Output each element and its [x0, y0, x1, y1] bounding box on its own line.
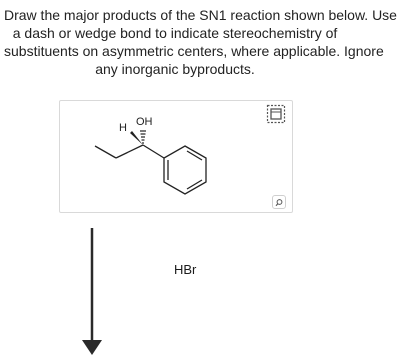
question-line: a dash or wedge bond to indicate stereochemistry of [12, 25, 338, 41]
zoom-button[interactable] [272, 195, 286, 209]
question-prompt [4, 6, 397, 78]
reagent-label: HBr [174, 262, 197, 277]
zoom-icon [273, 197, 285, 209]
expand-icon [266, 104, 286, 124]
benzene-ring [164, 146, 206, 194]
expand-button[interactable] [266, 104, 286, 124]
question-line: any inorganic byproducts. [95, 61, 255, 77]
question-line: substituents on asymmetric centers, where applicable. Ignore [4, 43, 384, 59]
hash-bond [140, 131, 146, 143]
reaction-arrow-icon [82, 228, 102, 356]
molecule-structure [60, 101, 292, 212]
atom-label-h: H [119, 122, 127, 134]
atom-label-oh: OH [136, 116, 153, 128]
wedge-bond [130, 131, 143, 145]
question-line: Draw the major products of the SN1 reaction shown below. Use [4, 7, 397, 23]
molecule-canvas[interactable] [59, 100, 293, 213]
